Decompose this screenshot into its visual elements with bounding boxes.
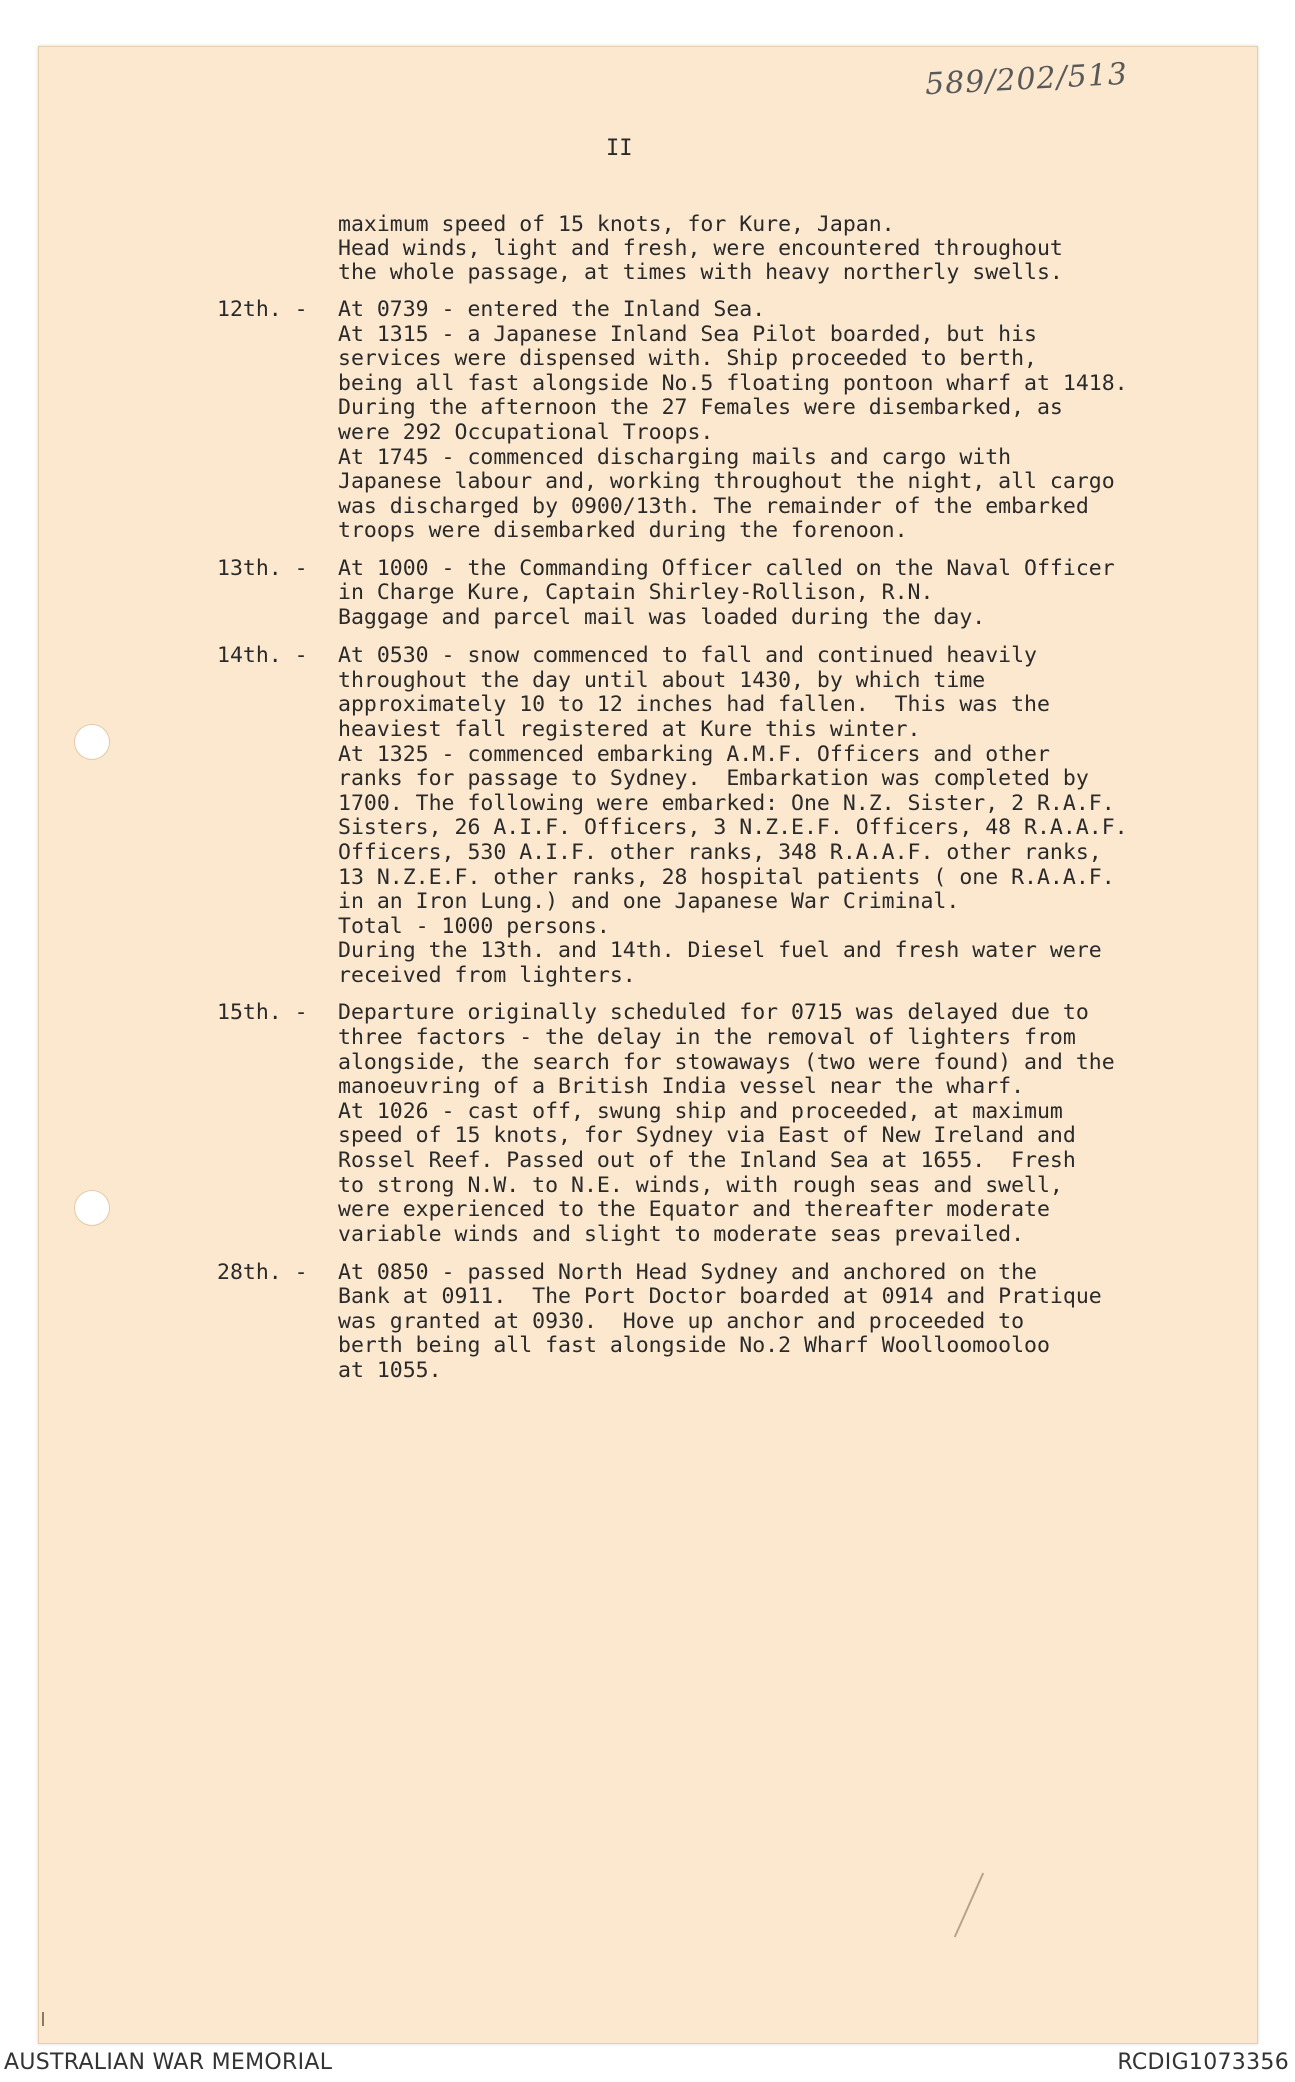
entry-date: 15th. - [217,1000,308,1025]
footer-source: AUSTRALIAN WAR MEMORIAL [4,2050,333,2075]
text-line: variable winds and slight to moderate seas prevailed. [338,1222,1025,1247]
text-line: approximately 10 to 12 inches had fallen. This was the [338,692,1050,717]
text-line: received from lighters. [338,963,636,988]
text-line: Sisters, 26 A.I.F. Officers, 3 N.Z.E.F. Officers, 48 R.A.A.F. [338,815,1128,840]
text-line: Rossel Reef. Passed out of the Inland Sea at 1655. Fresh [338,1148,1076,1173]
text-line: speed of 15 knots, for Sydney via East of New Ireland and [338,1123,1076,1148]
text-line: Departure originally scheduled for 0715 was delayed due to [338,1000,1089,1025]
text-line: During the afternoon the 27 Females were disembarked, as [338,395,1063,420]
page-number: II [606,136,633,161]
text-line: Officers, 530 A.I.F. other ranks, 348 R.A.A.F. other ranks, [338,840,1102,865]
text-line: services were dispensed with. Ship proceeded to berth, [338,346,1037,371]
text-line: 1700. The following were embarked: One N.Z. Sister, 2 R.A.F. [338,791,1115,816]
text-line: At 0739 - entered the Inland Sea. [338,297,766,322]
text-line: troops were disembarked during the forenoon. [338,518,908,543]
text-line: was discharged by 0900/13th. The remainder of the embarked [338,494,1089,519]
text-line: in an Iron Lung.) and one Japanese War Criminal. [338,889,960,914]
text-line: 13 N.Z.E.F. other ranks, 28 hospital patients ( one R.A.A.F. [338,865,1115,890]
text-line: At 0850 - passed North Head Sydney and anchored on the [338,1260,1037,1285]
text-line: to strong N.W. to N.E. winds, with rough seas and swell, [338,1173,1063,1198]
text-line: Total - 1000 persons. [338,914,610,939]
text-line: heaviest fall registered at Kure this winter. [338,717,921,742]
entry-date: 14th. - [217,643,308,668]
text-line: At 1026 - cast off, swung ship and proceeded, at maximum [338,1099,1063,1124]
text-line: At 1000 - the Commanding Officer called on the Naval Officer [338,556,1115,581]
text-line: At 1325 - commenced embarking A.M.F. Officers and other [338,742,1050,767]
text-line: maximum speed of 15 knots, for Kure, Japan. [338,212,895,237]
text-line: berth being all fast alongside No.2 Wharf Woolloomooloo [338,1333,1050,1358]
text-line: was granted at 0930. Hove up anchor and proceeded to [338,1309,1025,1334]
text-line: were 292 Occupational Troops. [338,420,714,445]
text-line: Japanese labour and, working throughout the night, all cargo [338,469,1115,494]
text-line: were experienced to the Equator and thereafter moderate [338,1197,1050,1222]
text-line: Head winds, light and fresh, were encountered throughout [338,236,1063,261]
entry-date: 28th. - [217,1260,308,1285]
text-line: Baggage and parcel mail was loaded during the day. [338,605,986,630]
text-line: throughout the day until about 1430, by which time [338,668,986,693]
text-line: in Charge Kure, Captain Shirley-Rollison, R.N. [338,580,934,605]
text-line: the whole passage, at times with heavy northerly swells. [338,260,1063,285]
text-line: alongside, the search for stowaways (two were found) and the [338,1050,1115,1075]
text-line: At 1745 - commenced discharging mails and cargo with [338,445,1012,470]
entry-date: 13th. - [217,556,308,581]
text-line: three factors - the delay in the removal of lighters from [338,1025,1076,1050]
text-line: During the 13th. and 14th. Diesel fuel and fresh water were [338,938,1102,963]
text-line: at 1055. [338,1358,442,1383]
text-line: At 0530 - snow commenced to fall and continued heavily [338,643,1037,668]
text-line: At 1315 - a Japanese Inland Sea Pilot boarded, but his [338,322,1037,347]
text-line: manoeuvring of a British India vessel near the wharf. [338,1074,1025,1099]
handwritten-reference: 589/202/513 [924,56,1129,103]
text-line: ranks for passage to Sydney. Embarkation was completed by [338,766,1089,791]
text-line: Bank at 0911. The Port Doctor boarded at 0914 and Pratique [338,1284,1102,1309]
footer-id: RCDIG1073356 [1117,2050,1289,2075]
paper-mark [42,2012,50,2026]
entry-date: 12th. - [217,297,308,322]
text-line: being all fast alongside No.5 floating pontoon wharf at 1418. [338,371,1128,396]
